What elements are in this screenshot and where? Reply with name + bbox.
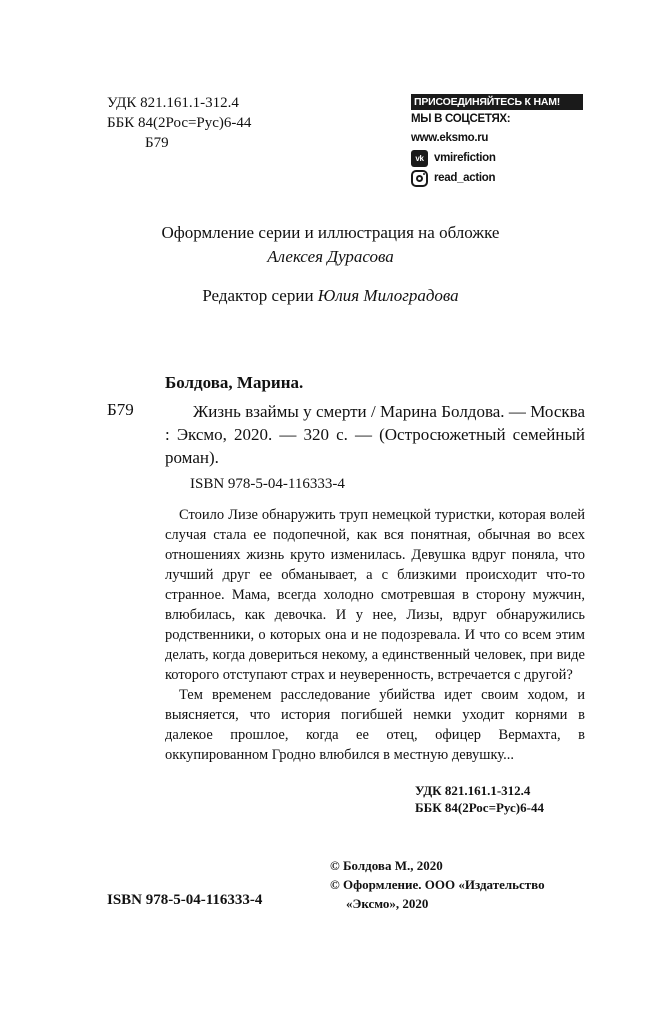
- designer-name: Алексея Дурасова: [267, 247, 394, 266]
- editor-credit: [0, 284, 661, 308]
- copyright-author: © Болдова М., 2020: [330, 858, 443, 873]
- copyright-design: © Оформление. ООО «Издательство: [330, 877, 545, 892]
- instagram-row[interactable]: [411, 168, 583, 188]
- footer-bbk: ББК 84(2Рос=Рус)6-44: [415, 800, 544, 815]
- instagram-handle: read_action: [434, 172, 496, 184]
- udk-code: УДК 821.161.1-312.4: [107, 95, 239, 111]
- footer-classification: [415, 782, 544, 816]
- annotation-paragraph-1: Стоило Лизе обнаружить труп немецкой туристки, которая волей случая стала ее подопечной, как вся понятная, обычная во всех отношениях жизнь круто изменилась. Девушка вдруг поняла, что лучший друг ее обманывает, а с близкими происходит что-то странное. Мама, всегда холодно смотревшая в сторону мужчин, влюбилась, как девочка. И у нее, Лизы, вдруг обнаружились родственники, о которых она и не подозревала. И что со всем этим делать, когда довериться некому, а единственный человек, при виде которого отступают страх и неуверенность, встречается с другой?: [165, 507, 585, 683]
- bbk-code: ББК 84(2Рос=Рус)6-44: [107, 115, 252, 131]
- footer-isbn: ISBN 978-5-04-116333-4: [107, 892, 263, 908]
- design-credit: [0, 221, 661, 269]
- entry-mark: Б79: [107, 400, 134, 419]
- footer-udk: УДК 821.161.1-312.4: [415, 783, 531, 798]
- copyright-publisher: «Эксмо», 2020: [346, 896, 429, 911]
- entry-isbn: ISBN 978-5-04-116333-4: [190, 476, 345, 492]
- entry-text: Жизнь взаймы у смерти / Марина Болдова. — Москва : Эксмо, 2020. — 320 с. — (Остросюжетный семейный роман).: [165, 402, 585, 467]
- join-banner: ПРИСОЕДИНЯЙТЕСЬ К НАМ!: [411, 94, 583, 110]
- website-link[interactable]: www.eksmo.ru: [411, 132, 489, 144]
- vk-row[interactable]: [411, 148, 583, 168]
- copyright-block: [330, 856, 545, 913]
- vk-icon: vk: [411, 150, 428, 167]
- classification-block: [107, 93, 251, 153]
- instagram-icon: [411, 170, 428, 187]
- social-heading: МЫ В СОЦСЕТЯХ:: [411, 113, 511, 125]
- editor-label: Редактор серии: [202, 286, 314, 305]
- bibliographic-entry: [165, 400, 585, 469]
- author-heading: Болдова, Марина.: [165, 373, 304, 392]
- author-mark: Б79: [145, 135, 169, 151]
- annotation-paragraph-2: Тем временем расследование убийства идет своим ходом, и выясняется, что история погибшей немки уходит корнями в далекое прошлое, когда ее отец, офицер Вермахта, в оккупированном Гродно влюбился в местную девушку...: [165, 687, 585, 763]
- annotation: [165, 505, 585, 765]
- editor-name: Юлия Милоградова: [317, 286, 459, 305]
- vk-handle: vmirefiction: [434, 152, 496, 164]
- social-block: [411, 94, 583, 188]
- design-credit-label: Оформление серии и иллюстрация на обложке: [161, 223, 500, 242]
